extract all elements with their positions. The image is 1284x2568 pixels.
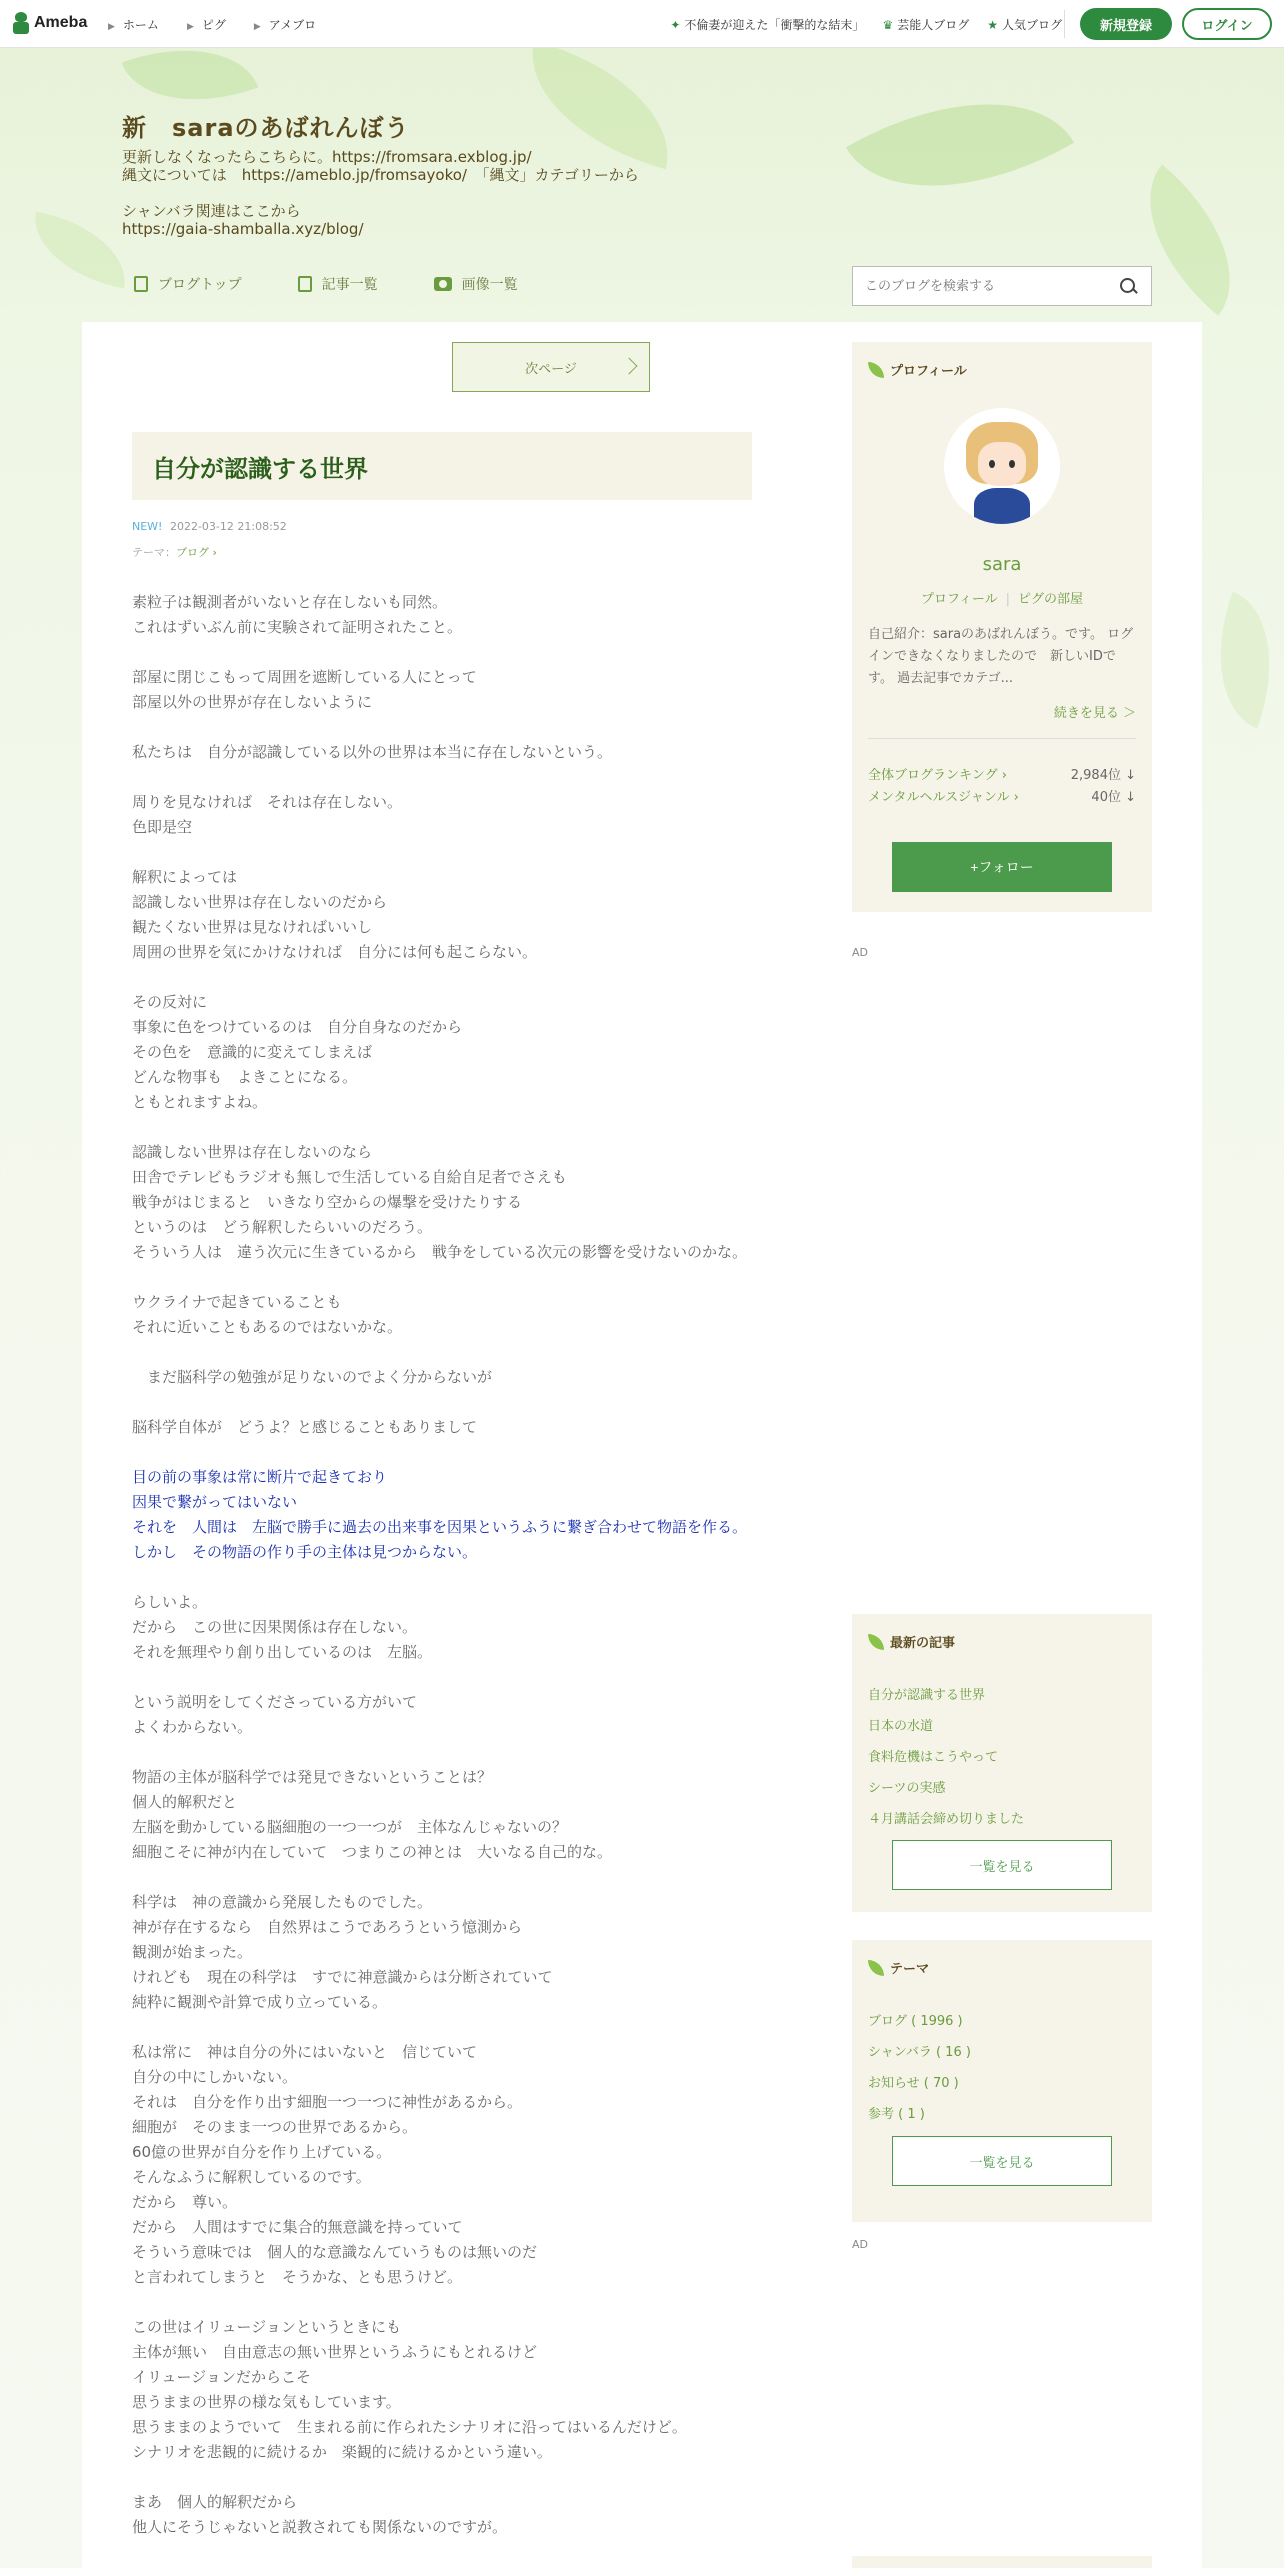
article-line: そういう意味では 個人的な意識なんていうものは無いのだ [132,2243,538,2261]
themes-view-all-button[interactable]: 一覧を見る [892,2136,1112,2186]
article-line: その反対に [132,993,208,1011]
article-line: 思うままの世界の様な気もしています。 [132,2393,401,2411]
article-line: 認識しない世界は存在しないのだから [132,893,388,911]
sparkle-icon: ✦ [670,18,681,32]
article-line: それに近いこともあるのではないかな。 [132,1318,403,1336]
article-paragraph [132,2040,752,2290]
article-line: 自分の中にしかいない。 [132,2068,298,2086]
latest-list [868,1680,1024,1835]
pigg-room-link[interactable]: ピグの部屋 [1018,592,1084,607]
latest-item[interactable]: 自分が認識する世界 [868,1688,986,1703]
article-line: 他人にそうじゃないと説教されても関係ないのですが。 [132,2518,508,2536]
article-paragraph [132,1365,752,1390]
article-line: 細胞が そのまま一つの世界であるから。 [132,2118,418,2136]
article-paragraph [132,1890,752,2015]
article-line: それは 自分を作り出す細胞一つ一つに神性があるから。 [132,2093,523,2111]
article-paragraph [132,665,752,715]
top-nav-home[interactable]: ▶ ホーム [108,18,159,32]
latest-item[interactable]: 食料危機はこうやって [868,1750,999,1765]
article-paragraph [132,1765,752,1865]
article-paragraph [132,2490,752,2540]
latest-item[interactable]: ４月講話会締め切りました [868,1812,1025,1827]
article-line: シナリオを悲観的に続けるか 楽観的に続けるかという違い。 [132,2443,552,2461]
article-body [132,590,752,2565]
article-line: 神が存在するなら 自然界はこうであろうという憶測から [132,1918,523,1936]
profile-heading: プロフィール [868,360,967,379]
divider [868,738,1136,739]
article-date: 2022-03-12 21:08:52 [169,520,287,533]
article-line: らしいよ。 [132,1593,208,1611]
article-line: まだ脳科学の勉強が足りないのでよく分からないが [132,1368,493,1386]
follow-button[interactable]: +フォロー [892,842,1112,892]
article-paragraph [132,790,752,840]
article-line: その色を 意識的に変えてしまえば [132,1043,373,1061]
themes-heading: テーマ [868,1958,929,1977]
article-paragraph [132,1290,752,1340]
article-paragraph [132,1690,752,1740]
star-icon: ★ [987,18,998,32]
nav-blog-top[interactable]: ブログトップ [134,274,242,294]
article-line: 脳科学自体が どうよ？と感じることもありまして [132,1418,478,1436]
article-paragraph [132,1415,752,1440]
chevron-right-icon: ▶ [108,22,115,32]
article-line: 認識しない世界は存在しないのなら [132,1143,373,1161]
nav-image-list[interactable]: 画像一覧 [434,274,518,294]
article-line: 物語の主体が脳科学では発見できないということは？ [132,1768,493,1786]
profile-links: プロフィール | ピグの部屋 [920,592,1084,607]
blog-description: 更新しなくなったらこちらに。https://fromsara.exblog.jp/ 縄文については https://ameblo.jp/fromsayoko/ 「縄文」カテゴリーから シャンバラ関連はここから https://gaia-shamballa.xyz/blog/ [122,148,639,238]
article-line: この世はイリュージョンというときにも [132,2318,401,2336]
article-paragraph [132,990,752,1115]
article-line: 周りを見なければ それは存在しない。 [132,793,403,811]
ad-label: AD [852,946,868,959]
article-line: 思うままのようでいて 生まれる前に作られたシナリオに沿ってはいるんだけど。 [132,2418,687,2436]
article-line: という説明をしてくださっている方がいて [132,1693,418,1711]
theme-item[interactable]: 参考 ( 1 ) [868,2107,925,2122]
top-nav [108,16,316,33]
article-paragraph [132,590,752,640]
login-button[interactable]: ログイン [1182,8,1272,40]
article-line: イリュージョンだからこそ [132,2368,311,2386]
article-line: だから 人間はすでに集合的無意識を持っていて [132,2218,463,2236]
article-line: 観たくない世界は見なければいいし [132,918,373,936]
ad-label: AD [852,2238,868,2251]
article-paragraph [132,1590,752,1665]
profile-link[interactable]: プロフィール [920,592,998,607]
article-line: よくわからない。 [132,1718,253,1736]
nav-article-list[interactable]: 記事一覧 [298,274,378,294]
article-paragraph [132,740,752,765]
article-line: けれども 現在の科学は すでに神意識からは分断されていて [132,1968,553,1986]
article-line: それを無理やり創り出しているのは 左脳。 [132,1643,433,1661]
logo-text: Ameba [34,14,88,31]
rank-overall-value: 2,984位 ↓ [1070,768,1136,783]
theme-item[interactable]: ブログ ( 1996 ) [868,2014,963,2029]
article-line: 主体が無い 自由意志の無い世界というふうにもとれるけど [132,2343,538,2361]
article-line: それを 人間は 左脳で勝手に過去の出来事を因果というふうに繋ぎ合わせて物語を作る。 [132,1518,748,1536]
chevron-right-icon: ▶ [186,22,194,32]
article-line: と言われてしまうと そうかな、とも思うけど。 [132,2268,463,2286]
article-line: しかし その物語の作り手の主体は見つからない。 [132,1543,478,1561]
article-meta [132,520,287,533]
theme-list [868,2006,971,2130]
rank-genre-value: 40位 ↓ [1091,790,1136,805]
blog-title[interactable]: 新 saraのあばれんぼう [122,114,410,142]
blog-search [852,266,1152,306]
camera-icon [434,277,452,291]
article-line: 目の前の事象は常に断片で起きており [132,1468,388,1486]
article-paragraph [132,2315,752,2465]
ameba-logo[interactable] [12,12,87,34]
new-badge: NEW! [132,520,163,533]
leaf-icon [868,1960,884,1976]
sidebar-card-partial [852,2556,1152,2568]
article-line: そんなふうに解釈しているのです。 [132,2168,371,2186]
top-divider [1064,10,1065,38]
next-page-button[interactable]: 次ページ [452,342,650,392]
article-line: 観測が始まった。 [132,1943,253,1961]
article-line: 私は常に 神は自分の外にはいないと 信じていて [132,2043,478,2061]
blog-nav [134,274,518,294]
latest-view-all-button[interactable]: 一覧を見る [892,1840,1112,1890]
article-line: だから 尊い。 [132,2193,238,2211]
search-icon[interactable] [1113,271,1143,301]
copy-icon [298,276,312,292]
article-line: 部屋以外の世界が存在しないように [132,693,373,711]
profile-name[interactable]: sara [982,554,1022,575]
article-line: だから この世に因果関係は存在しない。 [132,1618,418,1636]
article-line: 60億の世界が自分を作り上げている。 [132,2143,392,2161]
article-line: 科学は 神の意識から発展したものでした。 [132,1893,433,1911]
leaf-icon [868,362,884,378]
top-nav-pigg[interactable]: ▶ ピグ [186,18,226,32]
article-line: 田舎でテレビもラジオも無しで生活している自給自足者でさえも [132,1168,567,1186]
article-line: 解釈によっては [132,868,238,886]
latest-item[interactable]: シーツの実感 [868,1781,946,1796]
article-line: まあ 個人的解釈だから [132,2493,298,2511]
article-line: そういう人は 違う次元に生きているから 戦争をしている次元の影響を受けないのかな。 [132,1243,748,1261]
top-nav-ameblo[interactable]: ▶ アメブロ [253,18,317,32]
article-paragraph [132,1140,752,1265]
latest-heading: 最新の記事 [868,1632,955,1651]
article-line: 素粒子は観測者がいないと存在しないも同然。 [132,593,448,611]
article-title-box [132,432,752,500]
article-title[interactable]: 自分が認識する世界 [152,454,368,483]
rank-genre-link[interactable]: メンタルヘルスジャンル › [868,790,1019,805]
theme-item[interactable]: シャンバラ ( 16 ) [868,2045,971,2060]
crown-icon: ♛ [882,18,894,32]
latest-articles-card [852,1614,1152,1912]
article-paragraph [132,865,752,965]
ameba-logo-icon [12,12,30,34]
profile-card [852,342,1152,912]
article-line: 戦争がはじまると いきなり空からの爆撃を受けたりする [132,1193,523,1211]
article-theme: テーマ：ブログ › [132,546,217,559]
latest-item[interactable]: 日本の水道 [868,1719,934,1734]
article-line: 部屋に閉じこもって周囲を遮断している人にとって [132,668,477,686]
top-link-featured[interactable]: ✦ 不倫妻が迎えた「衝撃的な結末」 [670,18,865,32]
article-line: 細胞こそに神が内在していて つまりこの神とは 大いなる自己的な。 [132,1843,613,1861]
read-more-link[interactable]: 続きを見る ＞ [1053,706,1136,721]
article-line: 純粋に観測や計算で成り立っている。 [132,1993,388,2011]
article-line: ウクライナで起きていることも [132,1293,342,1311]
theme-item[interactable]: お知らせ ( 70 ) [868,2076,959,2091]
rank-overall [868,764,1136,783]
top-bar [0,0,1284,48]
avatar[interactable] [944,408,1060,524]
decorative-leaf [26,212,135,288]
article-line: 私たちは 自分が認識している以外の世界は本当に存在しないという。 [132,743,613,761]
article-line: というのは どう解釈したらいいのだろう。 [132,1218,433,1236]
search-input[interactable] [853,279,1113,294]
top-link-celebrity[interactable]: ♛ 芸能人ブログ [882,18,970,32]
decorative-leaf [846,47,1074,242]
document-icon [134,276,148,292]
article-line: 左脳を動かしている脳細胞の一つ一つが 主体なんじゃないの？ [132,1818,568,1836]
top-link-popular[interactable]: ★ 人気ブログ [987,18,1062,32]
top-links [670,16,1062,33]
profile-intro: 自己紹介：saraのあばれんぼう。です。 ログインできなくなりましたので 新しいIDです。 過去記事でカテゴ... [868,627,1134,686]
article-line: 周囲の世界を気にかけなければ 自分には何も起こらない。 [132,943,538,961]
chevron-right-icon [621,358,638,375]
leaf-icon [868,1634,884,1650]
theme-link[interactable]: ブログ › [176,546,217,559]
article-line: 因果で繋がってはいない [132,1493,298,1511]
rank-genre [868,786,1136,805]
article-line: どんな物事も よきことになる。 [132,1068,358,1086]
chevron-right-icon: ▶ [253,22,261,32]
article-line: 個人的解釈だと [132,1793,238,1811]
rank-overall-link[interactable]: 全体ブログランキング › [868,768,1007,783]
themes-card [852,1940,1152,2222]
decorative-leaf [1192,592,1284,729]
article-paragraph [132,1465,752,1565]
article-line: ともとれますよね。 [132,1093,268,1111]
article-line: 色即是空 [132,818,193,836]
article-line: これはずいぶん前に実験されて証明されたこと。 [132,618,463,636]
signup-button[interactable]: 新規登録 [1080,8,1172,40]
article-line: 事象に色をつけているのは 自分自身なのだから [132,1018,463,1036]
